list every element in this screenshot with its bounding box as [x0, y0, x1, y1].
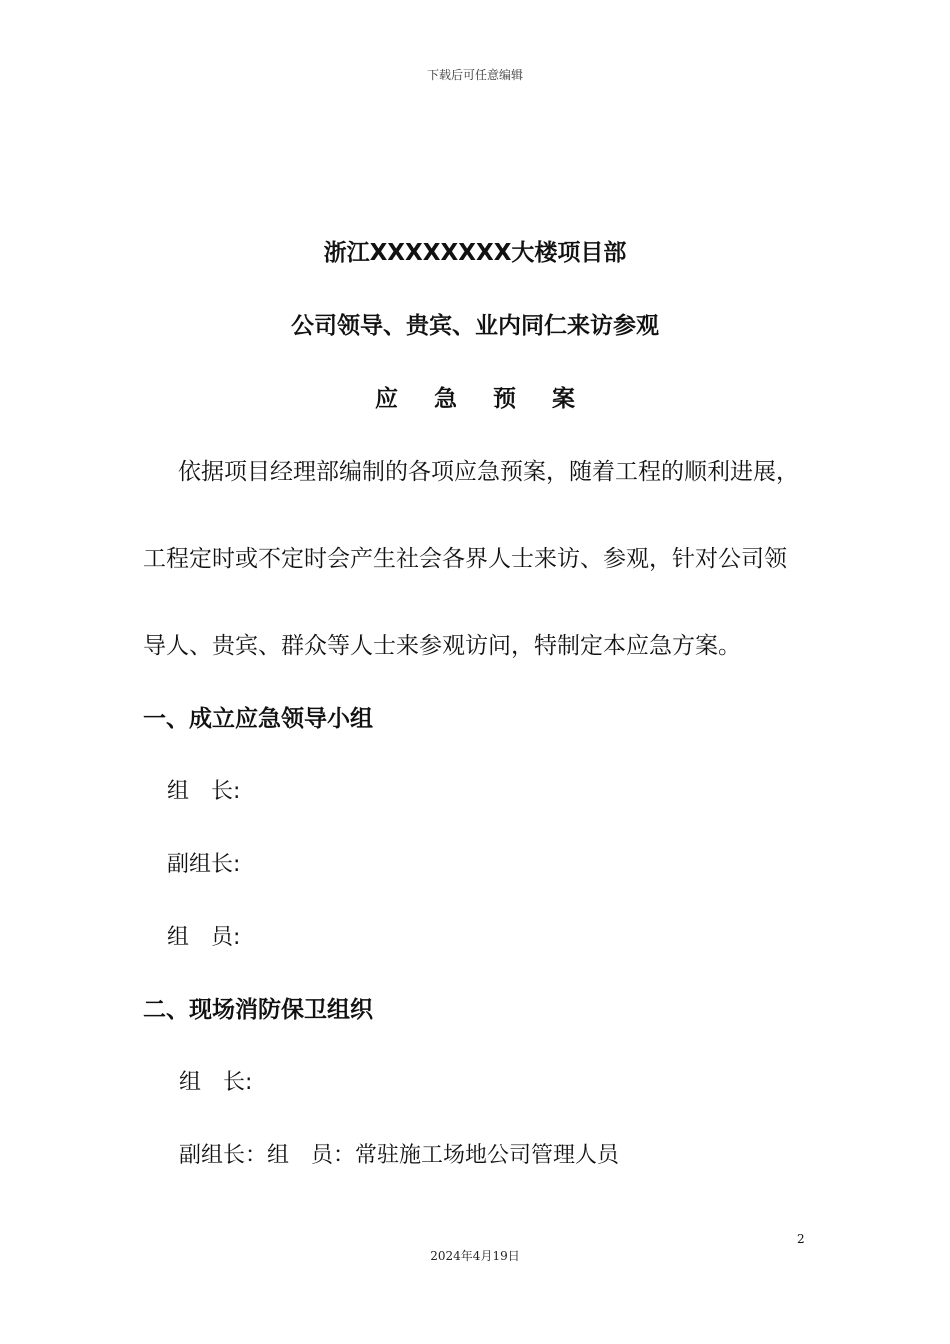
document-title-plan: 应 急 预 案 — [374, 386, 590, 412]
leadership-members-field: 组 员: — [167, 925, 241, 950]
document-title-subject: 公司领导、贵宾、业内同仁来访参观 — [291, 313, 659, 339]
section-heading-fire-security: 二、现场消防保卫组织 — [143, 997, 373, 1023]
header-note: 下载后可任意编辑 — [426, 68, 523, 82]
intro-paragraph-line-3: 导人、贵宾、群众等人士来参观访问，特制定本应急方案。 — [143, 633, 741, 659]
footer-date: 2024年4月19日 — [430, 1249, 520, 1263]
intro-paragraph-line-1: 依据项目经理部编制的各项应急预案，随着工程的顺利进展， — [178, 459, 799, 485]
security-deputy-members-field: 副组长：组 员：常驻施工场地公司管理人员 — [179, 1143, 620, 1168]
page-number: 2 — [797, 1232, 805, 1246]
leadership-deputy-field: 副组长: — [167, 852, 241, 877]
security-leader-field: 组 长: — [179, 1070, 253, 1095]
section-heading-emergency-leadership: 一、成立应急领导小组 — [143, 706, 373, 732]
document-title-project: 浙江XXXXXXXX大楼项目部 — [323, 240, 627, 266]
leadership-leader-field: 组 长: — [167, 779, 241, 804]
intro-paragraph-line-2: 工程定时或不定时会产生社会各界人士来访、参观，针对公司领 — [143, 546, 787, 572]
